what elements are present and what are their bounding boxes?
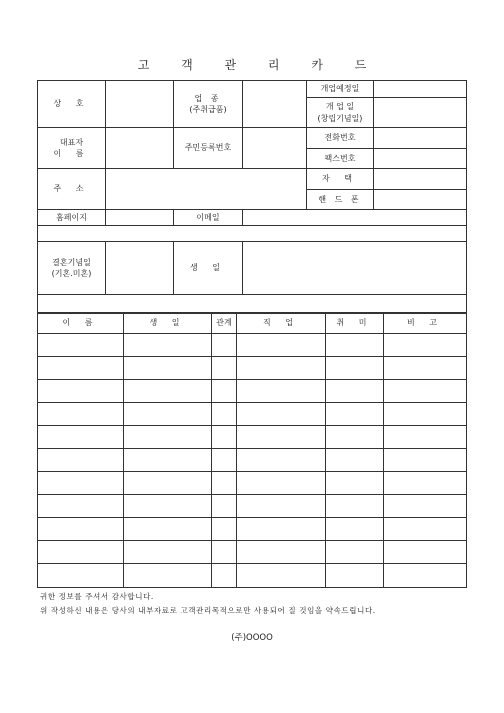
table-cell[interactable]	[212, 449, 237, 472]
table-row	[38, 472, 467, 495]
home-field[interactable]	[374, 169, 467, 190]
home-label: 자 택	[307, 169, 374, 190]
table-cell[interactable]	[237, 426, 326, 449]
table-cell[interactable]	[38, 541, 124, 564]
header-occupation: 직 업	[237, 313, 326, 334]
opening-date-field[interactable]	[374, 98, 467, 128]
table-cell[interactable]	[38, 472, 124, 495]
table-cell[interactable]	[212, 541, 237, 564]
phone-field[interactable]	[374, 128, 467, 149]
table-cell[interactable]	[237, 449, 326, 472]
table-cell[interactable]	[124, 449, 212, 472]
table-cell[interactable]	[237, 380, 326, 403]
table-cell[interactable]	[212, 495, 237, 518]
table-cell[interactable]	[237, 495, 326, 518]
representative-label: 대표자 이 름	[38, 128, 106, 169]
email-field[interactable]	[243, 210, 467, 226]
table-cell[interactable]	[384, 380, 467, 403]
header-relation: 관계	[212, 313, 237, 334]
representative-field[interactable]	[106, 128, 174, 169]
table-row	[38, 334, 467, 357]
table-row	[38, 564, 467, 588]
company-name-field[interactable]	[106, 81, 174, 128]
opening-date-label: 개 업 일 (창립기념일)	[307, 98, 374, 128]
table-row	[38, 380, 467, 403]
table-cell[interactable]	[384, 403, 467, 426]
thanks-note: 귀한 정보를 주셔서 감사합니다.	[40, 592, 154, 601]
table-cell[interactable]	[384, 564, 467, 588]
table-cell[interactable]	[124, 541, 212, 564]
table-cell[interactable]	[326, 334, 384, 357]
table-cell[interactable]	[38, 380, 124, 403]
table-cell[interactable]	[326, 564, 384, 588]
table-cell[interactable]	[38, 495, 124, 518]
mobile-field[interactable]	[374, 190, 467, 210]
table-row	[38, 403, 467, 426]
table-cell[interactable]	[384, 449, 467, 472]
table-cell[interactable]	[38, 426, 124, 449]
table-cell[interactable]	[38, 357, 124, 380]
anniversary-label: 결혼기념일 (기혼.미혼)	[38, 242, 106, 295]
header-name: 이 름	[38, 313, 124, 334]
table-cell[interactable]	[212, 518, 237, 541]
family-table	[37, 312, 467, 588]
anniversary-field[interactable]	[106, 242, 174, 295]
table-cell[interactable]	[384, 518, 467, 541]
homepage-field[interactable]	[106, 210, 174, 226]
fax-label: 팩스번호	[307, 149, 374, 169]
table-cell[interactable]	[212, 472, 237, 495]
table-row	[38, 541, 467, 564]
table-cell[interactable]	[326, 495, 384, 518]
customer-info-table	[37, 80, 467, 314]
table-cell[interactable]	[124, 426, 212, 449]
table-cell[interactable]	[38, 564, 124, 588]
table-cell[interactable]	[124, 495, 212, 518]
birthday-field[interactable]	[243, 242, 467, 295]
fax-field[interactable]	[374, 149, 467, 169]
table-cell[interactable]	[38, 403, 124, 426]
table-row	[38, 426, 467, 449]
table-row	[38, 495, 467, 518]
table-cell[interactable]	[384, 495, 467, 518]
table-cell[interactable]	[38, 449, 124, 472]
table-cell[interactable]	[124, 564, 212, 588]
table-cell[interactable]	[384, 426, 467, 449]
table-cell[interactable]	[237, 564, 326, 588]
table-cell[interactable]	[124, 403, 212, 426]
homepage-label: 홈페이지	[38, 210, 106, 226]
table-cell[interactable]	[326, 403, 384, 426]
table-cell[interactable]	[237, 357, 326, 380]
table-cell[interactable]	[212, 426, 237, 449]
header-hobby: 취 미	[326, 313, 384, 334]
table-cell[interactable]	[124, 334, 212, 357]
resident-number-field[interactable]	[243, 128, 307, 169]
spacer-row	[38, 226, 467, 242]
table-cell[interactable]	[38, 518, 124, 541]
table-cell[interactable]	[237, 518, 326, 541]
business-type-label: 업 종 (주취급품)	[174, 81, 243, 128]
spacer-row	[38, 295, 467, 314]
table-cell[interactable]	[212, 380, 237, 403]
table-cell[interactable]	[237, 403, 326, 426]
table-cell[interactable]	[212, 403, 237, 426]
planned-opening-field[interactable]	[374, 81, 467, 98]
business-type-field[interactable]	[243, 81, 307, 128]
table-cell[interactable]	[326, 449, 384, 472]
table-cell[interactable]	[212, 334, 237, 357]
table-cell[interactable]	[326, 518, 384, 541]
table-cell[interactable]	[124, 472, 212, 495]
mobile-label: 핸 드 폰	[307, 190, 374, 210]
privacy-note: 위 작성하신 내용은 당사의 내부자료로 고객관리목적으로만 사용되어 질 것임을 약속드립니다.	[40, 606, 376, 615]
table-cell[interactable]	[212, 564, 237, 588]
table-cell[interactable]	[384, 357, 467, 380]
resident-number-label: 주민등록번호	[174, 128, 243, 169]
address-field[interactable]	[106, 169, 307, 210]
table-row	[38, 357, 467, 380]
address-label: 주 소	[38, 169, 106, 210]
table-cell[interactable]	[384, 541, 467, 564]
table-cell[interactable]	[326, 426, 384, 449]
table-row	[38, 449, 467, 472]
header-birthday: 생 일	[124, 313, 212, 334]
table-cell[interactable]	[124, 518, 212, 541]
page-title: 고 객 관 리 카 드	[137, 58, 381, 72]
table-cell[interactable]	[326, 380, 384, 403]
table-cell[interactable]	[124, 380, 212, 403]
company-name-label: 상 호	[38, 81, 106, 128]
table-cell[interactable]	[212, 357, 237, 380]
company-name: (주)OOOO	[231, 633, 273, 643]
header-remarks: 비 고	[384, 313, 467, 334]
table-row	[38, 518, 467, 541]
table-cell[interactable]	[326, 357, 384, 380]
table-cell[interactable]	[384, 472, 467, 495]
phone-label: 전화번호	[307, 128, 374, 149]
table-cell[interactable]	[124, 357, 212, 380]
birthday-label: 생 일	[174, 242, 243, 295]
email-label: 이메일	[174, 210, 243, 226]
table-cell[interactable]	[237, 334, 326, 357]
table-cell[interactable]	[326, 472, 384, 495]
table-cell[interactable]	[38, 334, 124, 357]
planned-opening-label: 개업예정일	[307, 81, 374, 98]
family-table-header	[38, 313, 467, 334]
table-cell[interactable]	[384, 334, 467, 357]
table-cell[interactable]	[237, 541, 326, 564]
table-cell[interactable]	[237, 472, 326, 495]
table-cell[interactable]	[326, 541, 384, 564]
